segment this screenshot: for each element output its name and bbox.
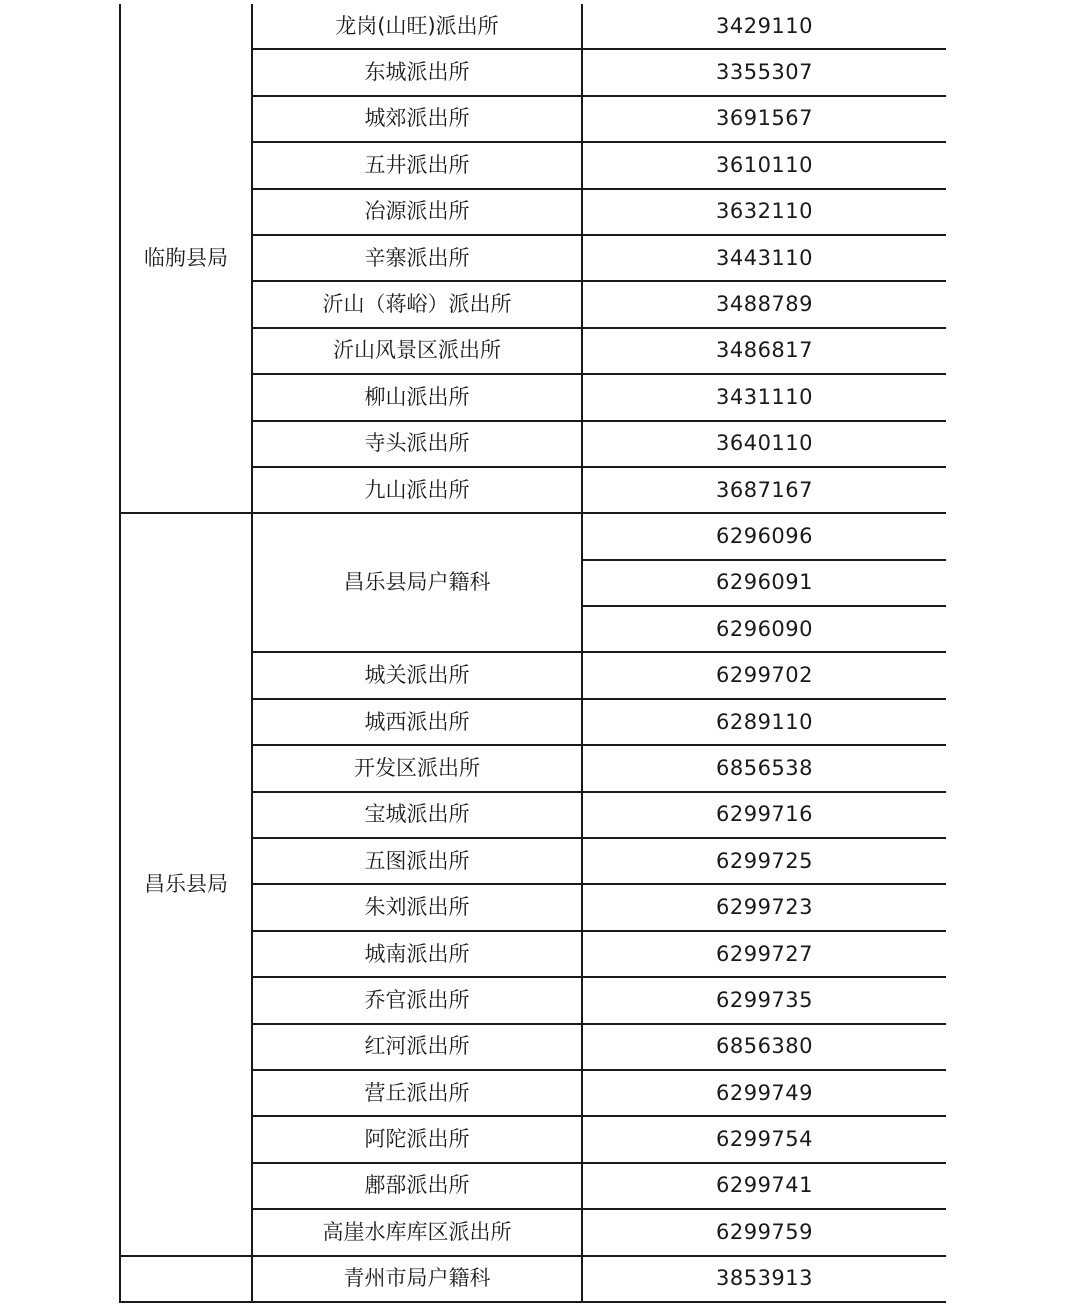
unit-name-cell: 沂山风景区派出所	[252, 328, 582, 374]
unit-name-cell: 红河派出所	[252, 1024, 582, 1070]
unit-name-cell: 五图派出所	[252, 838, 582, 884]
unit-name-cell: 城南派出所	[252, 931, 582, 977]
phone-number-cell: 3610110	[582, 142, 946, 188]
phone-number-cell: 6299702	[582, 652, 946, 698]
unit-name-cell: 营丘派出所	[252, 1070, 582, 1116]
unit-name-cell: 昌乐县局户籍科	[252, 513, 582, 652]
phone-number-cell: 3443110	[582, 235, 946, 281]
phone-number-cell: 3632110	[582, 189, 946, 235]
phone-number-cell: 6299749	[582, 1070, 946, 1116]
unit-name-cell: 乔官派出所	[252, 977, 582, 1023]
phone-number-cell: 3640110	[582, 421, 946, 467]
phone-number-cell: 3431110	[582, 374, 946, 420]
unit-name-cell: 龙岗(山旺)派出所	[252, 4, 582, 49]
table-row	[120, 1256, 946, 1302]
phone-number-cell: 6289110	[582, 699, 946, 745]
unit-name-cell: 城关派出所	[252, 652, 582, 698]
unit-name-cell: 高崖水库库区派出所	[252, 1209, 582, 1255]
unit-name-cell: 宝城派出所	[252, 792, 582, 838]
phone-number-cell: 3691567	[582, 96, 946, 142]
table-body	[120, 4, 946, 1302]
bureau-cell: 昌乐县局	[120, 513, 252, 1255]
phone-directory-table-wrapper	[119, 4, 946, 1304]
phone-number-cell: 6856380	[582, 1024, 946, 1070]
unit-name-cell: 柳山派出所	[252, 374, 582, 420]
phone-number-cell: 6299759	[582, 1209, 946, 1255]
phone-number-cell: 3429110	[582, 4, 946, 49]
phone-number-cell: 6299741	[582, 1163, 946, 1209]
phone-number-cell: 6299754	[582, 1116, 946, 1162]
unit-name-cell: 沂山（蒋峪）派出所	[252, 281, 582, 327]
unit-name-cell: 开发区派出所	[252, 745, 582, 791]
table-row	[120, 513, 946, 559]
unit-name-cell: 城西派出所	[252, 699, 582, 745]
phone-number-cell: 3687167	[582, 467, 946, 513]
unit-name-cell: 朱刘派出所	[252, 884, 582, 930]
phone-number-cell: 6299735	[582, 977, 946, 1023]
bureau-cell: 临朐县局	[120, 4, 252, 513]
unit-name-cell: 阿陀派出所	[252, 1116, 582, 1162]
unit-name-cell: 城郊派出所	[252, 96, 582, 142]
phone-number-cell: 6296091	[582, 560, 946, 606]
phone-number-cell: 3355307	[582, 49, 946, 95]
unit-name-cell: 辛寨派出所	[252, 235, 582, 281]
unit-name-cell: 冶源派出所	[252, 189, 582, 235]
unit-name-cell: 五井派出所	[252, 142, 582, 188]
table-row	[120, 4, 946, 49]
phone-number-cell: 6856538	[582, 745, 946, 791]
phone-number-cell: 3853913	[582, 1256, 946, 1302]
unit-name-cell: 九山派出所	[252, 467, 582, 513]
phone-directory-table	[119, 4, 946, 1303]
phone-number-cell: 6299725	[582, 838, 946, 884]
phone-number-cell: 6296096	[582, 513, 946, 559]
unit-name-cell: 青州市局户籍科	[252, 1256, 582, 1302]
phone-number-cell: 6296090	[582, 606, 946, 652]
phone-number-cell: 6299723	[582, 884, 946, 930]
unit-name-cell: 鄌郚派出所	[252, 1163, 582, 1209]
phone-number-cell: 3486817	[582, 328, 946, 374]
unit-name-cell: 东城派出所	[252, 49, 582, 95]
phone-number-cell: 6299716	[582, 792, 946, 838]
phone-number-cell: 6299727	[582, 931, 946, 977]
bureau-cell	[120, 1256, 252, 1302]
phone-number-cell: 3488789	[582, 281, 946, 327]
unit-name-cell: 寺头派出所	[252, 421, 582, 467]
